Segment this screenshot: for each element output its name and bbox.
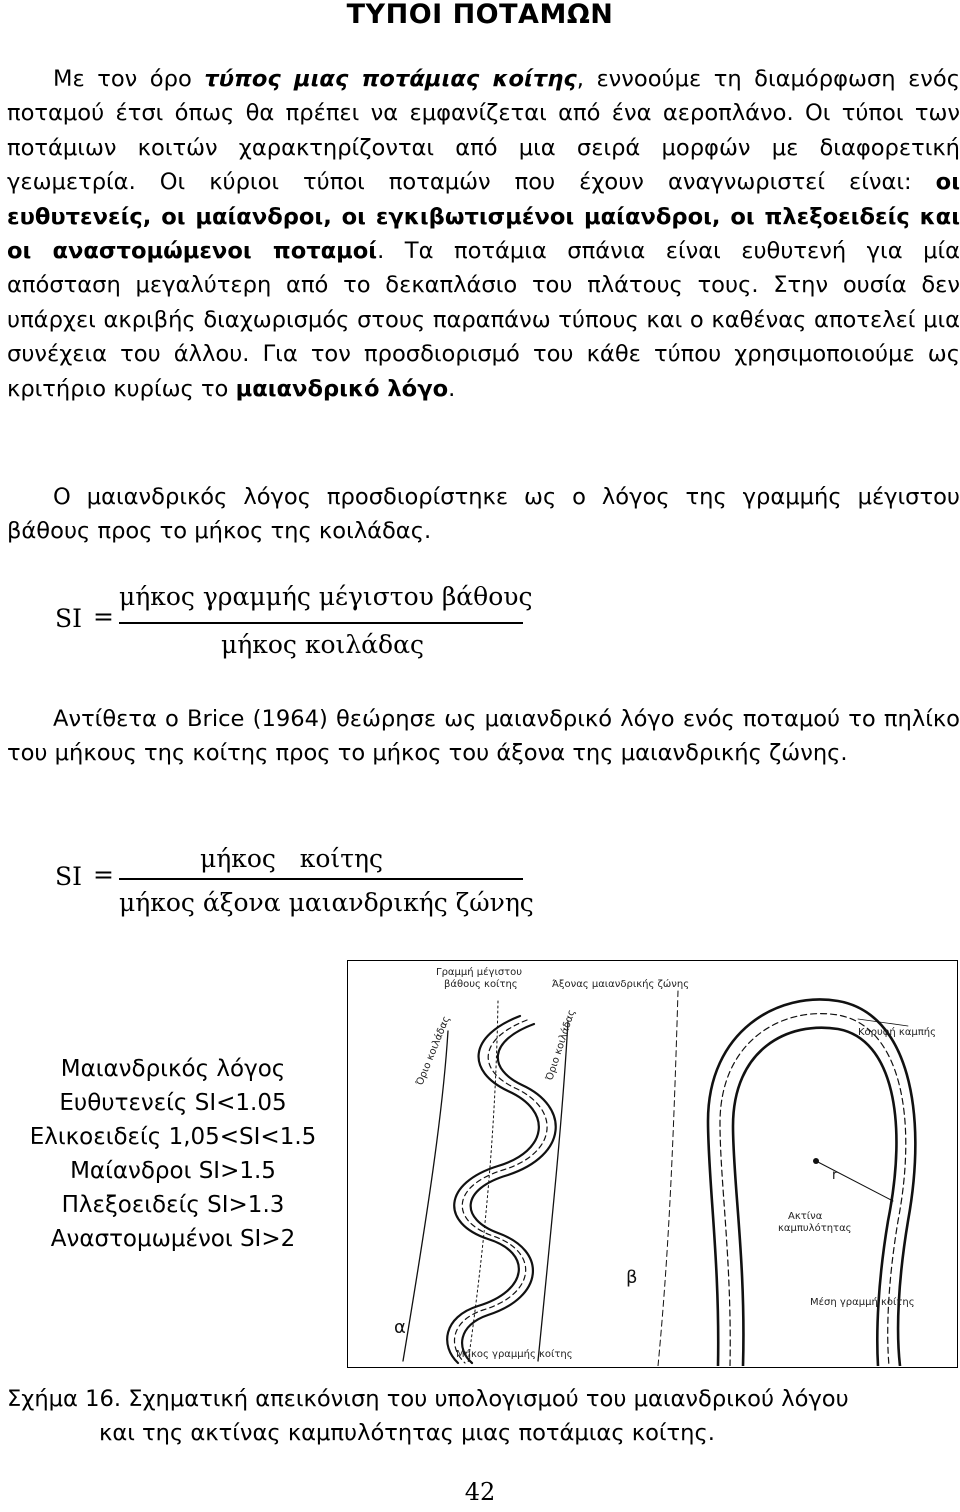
meander-axis-label: Άξονας μαιανδρικής ζώνης [552, 979, 690, 990]
page-number: 42 [464, 1478, 496, 1506]
radius-label: καμπυλότητας [778, 1223, 852, 1234]
panel-a-label: α [394, 1317, 406, 1338]
meander-bend-inner [733, 1028, 896, 1366]
ratio-list-item: Ευθυτενείς SI<1.05 [59, 1090, 287, 1116]
formula-lhs: SI [55, 862, 83, 891]
valley-limit-label: Όριο κοιλάδας [544, 1008, 578, 1082]
term-emphasis: τύπος μιας ποτάμιας κοίτης [204, 66, 577, 92]
ratio-list-heading: Μαιανδρικός λόγος [60, 1056, 286, 1082]
channel-midline [454, 1020, 547, 1363]
formula-numerator: μήκος κοίτης [200, 844, 384, 873]
sinuosity-formula-1 [55, 580, 535, 670]
radius-symbol: r [832, 1168, 838, 1183]
definition-paragraph: Ο μαιανδρικός λόγος προσδιορίστηκε ως ο λόγος της γραμμής μέγιστου βάθους προς το μήκος της κοιλάδας. [7, 484, 960, 545]
text-span: . [448, 375, 456, 402]
valley-limit-label: Όριο κοιλάδας [414, 1014, 453, 1088]
river-types-emphasis: οι ευθυτενείς, οι μαίανδροι, οι εγκιβωτισμένοι μαίανδροι, οι πλεξοειδείς και οι αναστομώμενοι ποταμοί [7, 169, 960, 265]
text-span: Με τον όρο [53, 66, 205, 92]
max-depth-line-label: βάθους κοίτης [444, 979, 518, 990]
ratio-list-item: Αναστομωμένοι SI>2 [50, 1226, 296, 1252]
formula-lhs: SI [55, 604, 83, 633]
meander-figure [347, 960, 958, 1368]
caption-line-1: Σχήμα 16. Σχηματική απεικόνιση του υπολογισμού του μαιανδρικού λόγου [7, 1386, 849, 1412]
mid-channel-label: Μέση γραμμή κοίτης [810, 1297, 915, 1308]
figure-caption [7, 1382, 960, 1450]
ratio-list-item: Πλεξοειδείς SI>1.3 [61, 1192, 285, 1218]
curvature-center [813, 1158, 819, 1164]
sinuosity-formula-2 [55, 842, 535, 932]
fraction-bar [119, 622, 523, 624]
channel-bank-left [447, 1016, 539, 1363]
intro-paragraph [7, 62, 960, 406]
panel-b-label: β [626, 1267, 638, 1288]
bend-apex-label: Κορυφή καμπής [858, 1027, 936, 1038]
formula-equals: = [93, 602, 114, 631]
max-depth-line-label: Γραμμή μέγιστου [436, 967, 523, 978]
page-title: ΤΥΠΟΙ ΠΟΤΑΜΩΝ [346, 0, 614, 30]
formula-equals: = [93, 860, 114, 889]
text-span: , εννοούμε τη διαμόρφωση ενός ποταμού έτσι όπως θα πρέπει να εμφανίζεται από ένα αεροπλάνο. Οι τύποι των ποτάμιων κοιτών χαρακτηρίζονται από μια σειρά μορφών με διαφορετική γεωμετρία. Οι κύριοι τύποι ποταμών που έχουν αναγνωριστεί είναι: [7, 66, 960, 196]
caption-line-2: και της ακτίνας καμπυλότητας μιας ποτάμιας κοίτης. [99, 1420, 715, 1446]
criterion-emphasis: μαιανδρικό λόγο [235, 375, 449, 402]
ratio-list-item: Μαίανδροι SI>1.5 [70, 1158, 276, 1184]
radius-line [816, 1161, 893, 1201]
formula-denominator: μήκος άξονα μαιανδρικής ζώνης [119, 888, 534, 917]
formula-denominator: μήκος κοιλάδας [221, 630, 424, 659]
valley-axis-dashed [658, 991, 678, 1366]
fraction-bar [119, 878, 523, 880]
channel-length-label: Μήκος γραμμής κοίτης [456, 1349, 573, 1360]
brice-paragraph: Αντίθετα ο Brice (1964) θεώρησε ως μαιανδρικό λόγο ενός ποταμού το πηλίκο του μήκους της κοίτης προς το μήκος του άξονα της μαιανδρικής ζώνης. [7, 706, 960, 767]
text-span: . Τα ποτάμια σπάνια είναι ευθυτενή για μία απόσταση μεγαλύτερη από το δεκαπλάσιο του πλάτους τους. Στην ουσία δεν υπάρχει ακριβής διαχωρισμός στους παραπάνω τύπους και ο καθένας αποτελεί μια συνέχεια του άλλου. Για τον προσδιορισμό του κάθε τύπου χρησιμοποιούμε ως κριτήριο κυρίως το [7, 238, 960, 402]
ratio-list-item: Ελικοειδείς 1,05<SI<1.5 [29, 1124, 317, 1150]
formula-numerator: μήκος γραμμής μέγιστου βάθους [119, 582, 533, 611]
sinuosity-ratio-list [0, 1052, 346, 1256]
radius-label: Ακτίνα [788, 1211, 823, 1222]
meander-diagram [348, 961, 956, 1366]
